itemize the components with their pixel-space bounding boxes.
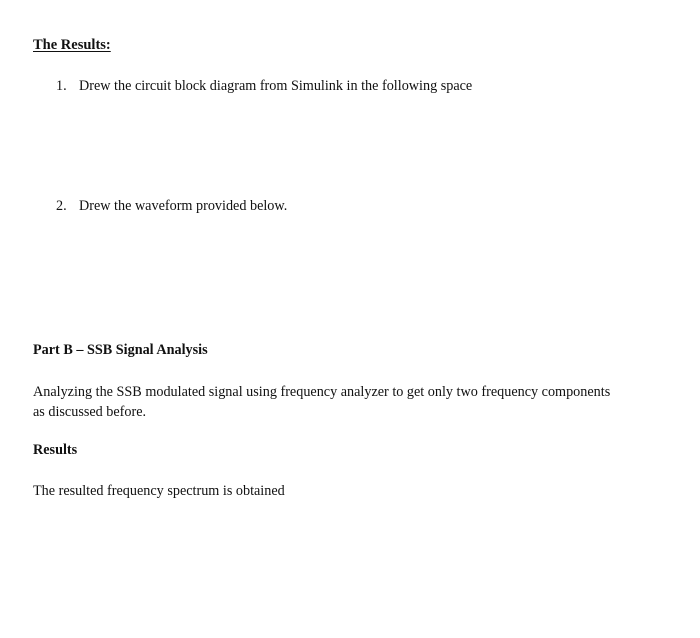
results-subheading: Results [33,442,78,458]
paragraph-line-2: as discussed before. [33,404,147,420]
results-heading: The Results: [33,37,111,53]
list-item-text-2: Drew the waveform provided below. [79,198,288,214]
list-item-number-1: 1. [56,78,67,94]
list-item-number-2: 2. [56,198,67,214]
results-text: The resulted frequency spectrum is obtained [33,483,285,499]
paragraph-line-1: Analyzing the SSB modulated signal using frequency analyzer to get only two frequency components [33,384,611,400]
part-b-heading: Part B – SSB Signal Analysis [33,342,208,358]
list-item-text-1: Drew the circuit block diagram from Simulink in the following space [79,78,473,94]
part-b-paragraph [33,382,653,422]
